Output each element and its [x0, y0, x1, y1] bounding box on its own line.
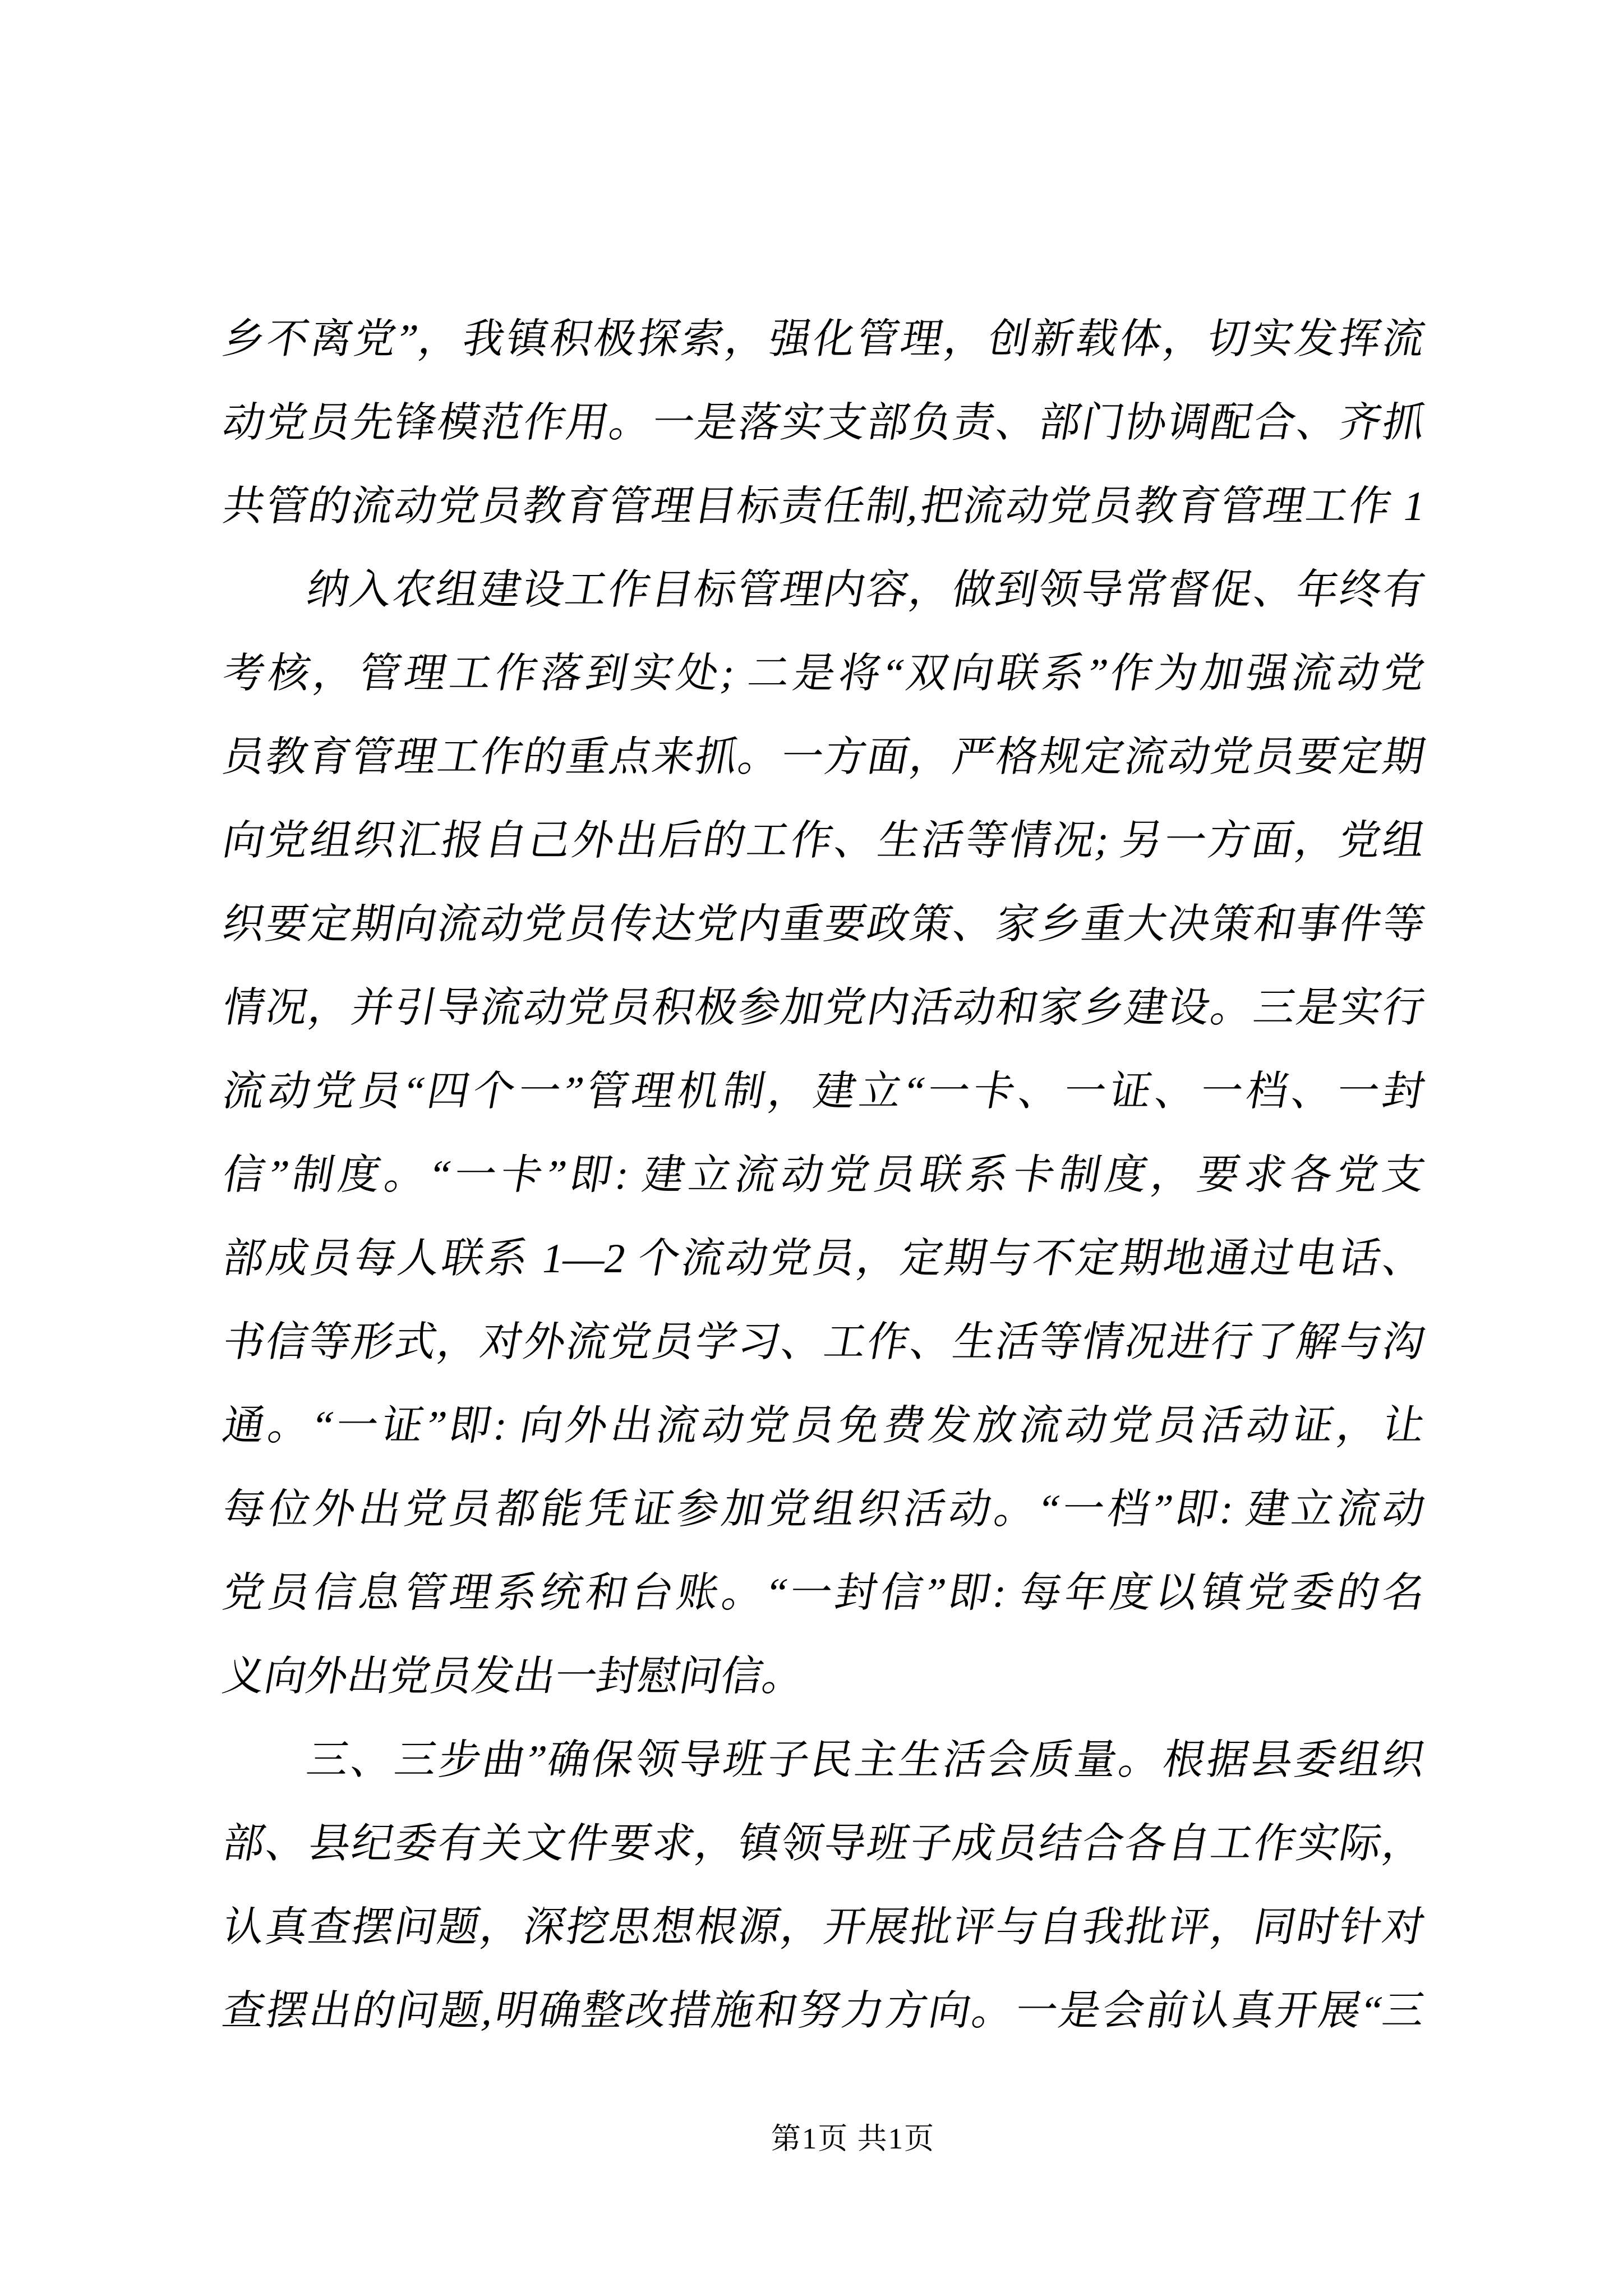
paragraph: [219, 298, 1429, 549]
text-line: 查摆出的问题,明确整改措施和努力方向。一是会前认真开展“三: [219, 1988, 1429, 2034]
text-line: 情况，并引导流动党员积极参加党内活动和家乡建设。三是实行: [219, 985, 1429, 1031]
text-line: 员教育管理工作的重点来抓。一方面，严格规定流动党员要定期: [219, 734, 1429, 780]
text-line: 纳入农组建设工作目标管理内容，做到领导常督促、年终有: [303, 567, 1429, 613]
text-line: 部、县纪委有关文件要求，镇领导班子成员结合各自工作实际，: [219, 1821, 1429, 1867]
text-line: 共管的流动党员教育管理目标责任制,把流动党员教育管理工作 1: [219, 484, 1429, 530]
text-line: 党员信息管理系统和台账。“一封信”即: 每年度以镇党委的名: [219, 1570, 1429, 1616]
text-line: 义向外出党员发出一封慰问信。: [219, 1654, 809, 1700]
text-line: 流动党员“四个一”管理机制，建立“一卡、一证、一档、一封: [219, 1069, 1429, 1115]
paragraph: [219, 1719, 1429, 2053]
text-line: 向党组织汇报自己外出后的工作、生活等情况; 另一方面，党组: [219, 818, 1429, 864]
text-line: 织要定期向流动党员传达党内重要政策、家乡重大决策和事件等: [219, 901, 1429, 947]
text-line: 部成员每人联系 1—2 个流动党员，定期与不定期地通过电话、: [219, 1236, 1429, 1282]
text-line: 信”制度。“一卡”即: 建立流动党员联系卡制度，要求各党支: [219, 1152, 1429, 1198]
text-line: 通。“一证”即: 向外出流动党员免费发放流动党员活动证，让: [219, 1403, 1429, 1449]
paragraph: [219, 549, 1429, 1719]
text-line: 认真查摆问题，深挖思想根源，开展批评与自我批评，同时针对: [219, 1904, 1429, 1950]
page-footer: [0, 2122, 1623, 2156]
text-line: 三、三步曲”确保领导班子民主生活会质量。根据县委组织: [303, 1737, 1429, 1783]
page-number-label: 第1页 共1页: [771, 2123, 935, 2155]
text-line: 动党员先锋模范作用。一是落实支部负责、部门协调配合、齐抓: [219, 400, 1429, 446]
text-line: 每位外出党员都能凭证参加党组织活动。“一档”即: 建立流动: [219, 1487, 1429, 1533]
text-line: 乡不离党”，我镇积极探索，强化管理，创新载体，切实发挥流: [219, 316, 1429, 362]
text-line: 考核，管理工作落到实处; 二是将“双向联系”作为加强流动党: [219, 651, 1429, 697]
document-body: [219, 298, 1429, 2053]
text-line: 书信等形式，对外流党员学习、工作、生活等情况进行了解与沟: [219, 1319, 1429, 1365]
